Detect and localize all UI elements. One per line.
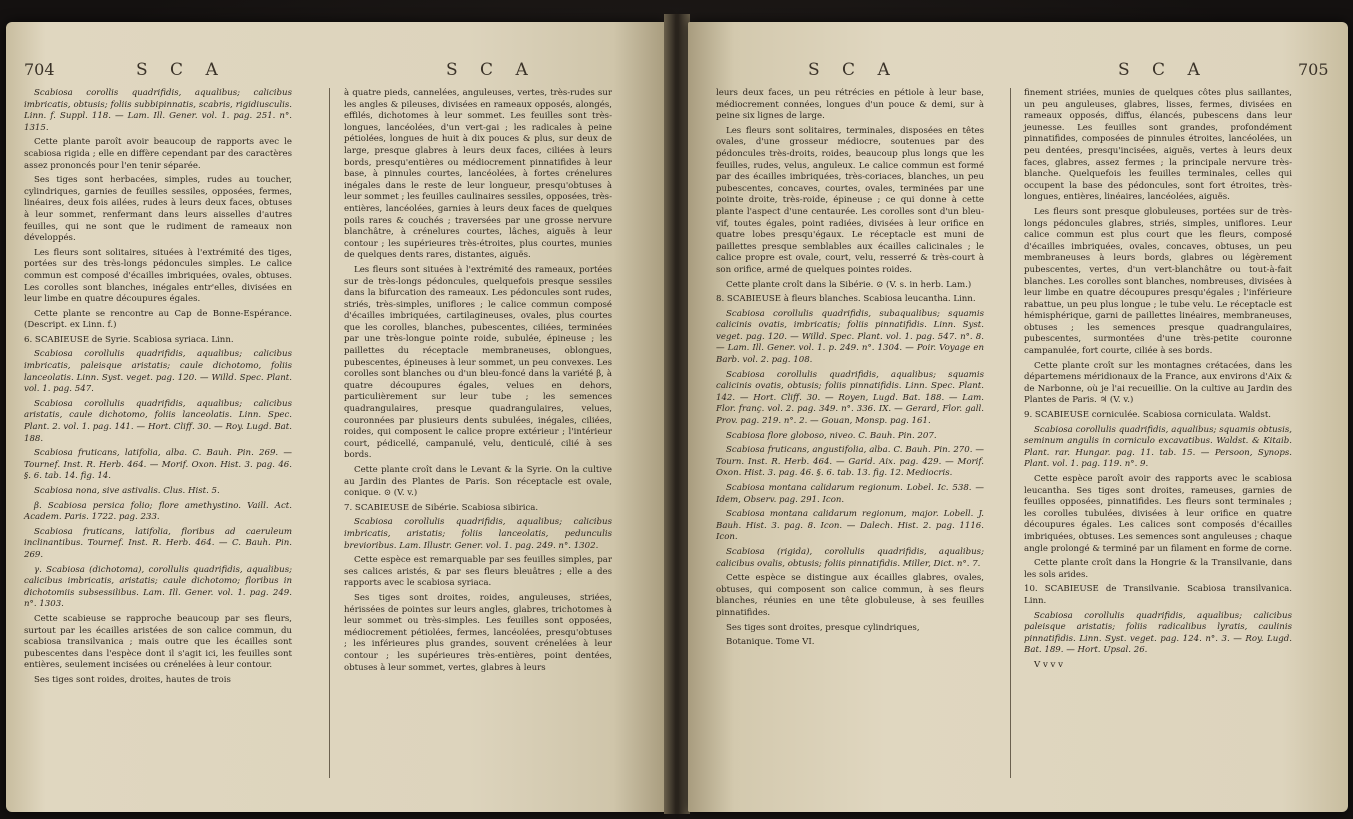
paragraph: Cette plante croît sur les montagnes crétacées, dans les départemens méridionaux de la France, aux environs d'Aix & de Narbonne, où je l'ai recueillie. On la cultive au Jardin des Plantes de Paris. ♃ (V. v.) xyxy=(1024,360,1292,406)
paragraph: Cette plante paroît avoir beaucoup de rapports avec le scabiosa rigida ; elle en diffère cependant par des caractères assez prononcés pour l'en tenir séparée. xyxy=(24,137,292,171)
paragraph: leurs deux faces, un peu rétrécies en pétiole à leur base, médiocrement connées, longues d'un pouce & demi, sur à peine six lignes de large. xyxy=(716,88,984,122)
paragraph: 8. SCABIEUSE à fleurs blanches. Scabiosa leucantha. Linn. xyxy=(716,294,976,305)
left-col1-header: S C A xyxy=(136,60,227,80)
paragraph: Cette scabieuse se rapproche beaucoup par ses fleurs, surtout par les écailles aristées de son calice commun, du scabiosa transilvanica ; mais outre que les écailles sont pubescentes dans l'espèce dont il s'agit ici, les feuilles sont entières, seulement incisées ou crénelées à leur contour. xyxy=(24,613,292,671)
paragraph: Scabiosa corollulis quadrifidis, aqualibus; squamis calicinis ovatis, obtusis; foliis pinnatifidis. Linn. Spec. Plant. 142. — Hort. Cliff. 30. — Royen, Lugd. Bat. 188. — Lam. Flor. franç. vol. 2. pag. 349. n°. 336. IX. — Gerard, Flor. gall. Prov. pag. 219. n°. 2. — Gouan, Monsp. pag. 161. xyxy=(716,369,984,427)
paragraph: Scabiosa corollis quadrifidis, aqualibus; calicibus imbricatis, obtusis; foliis subbipinnatis, scabris, rigidiusculis. Linn. f. Suppl. 118. — Lam. Ill. Gener. vol. 1. pag. 251. n°. 1315. xyxy=(24,88,292,133)
right-running-head xyxy=(688,60,1348,86)
paragraph: Scabiosa nona, sive astivalis. Clus. Hist. 5. xyxy=(34,486,220,496)
right-col1-header: S C A xyxy=(808,60,899,80)
right-column-1 xyxy=(716,88,984,652)
paragraph: Cette espèce se distingue aux écailles glabres, ovales, obtuses, qui composent son calice commun, à ses fleurs blanches, réunies en une tête globuleuse, à ses feuilles pinnatifides. xyxy=(716,573,984,618)
left-running-head xyxy=(6,60,666,86)
paragraph: Scabiosa montana calidarum regionum, major. Lobell. J. Bauh. Hist. 3. pag. 8. Icon. — Dalech. Hist. 2. pag. 1116. Icon. xyxy=(716,509,984,543)
paragraph: Les fleurs sont solitaires, terminales, disposées en têtes ovales, d'une grosseur médiocre, soutenues par des pédoncules très-droits, roides, beaucoup plus longs que les feuilles, rudes, velus, anguleux. Le calice commun est formé par des écailles imbriquées, très-coriaces, blanches, un peu pubescentes, concaves, courtes, ovales, terminées par une pointe droite, très-roide, épineuse ; ce qui donne à cette plante l'aspect d'une centaurée. Les corolles sont d'un bleu-vif, toutes égales, point radiées, divisées à leur orifice en quatre lobes presqu'égaux. Le réceptacle est muni de paillettes presque semblables aux écailles calicinales ; le calice propre est ovale, court, velu, resserré & très-court à son orifice, armé de quelques pointes roides. xyxy=(716,125,984,275)
right-page xyxy=(688,22,1348,812)
paragraph: Ses tiges sont droites, presque cylindriques, xyxy=(726,622,920,633)
left-col2-header: S C A xyxy=(446,60,537,80)
paragraph: Scabiosa corollulis quadrifidis, aqualibus; calicibus aristatis, caule dichotomo, foliis lanceolatis. Linn. Spec. Plant. 2. vol. 1. pag. 141. — Hort. Cliff. 30. — Roy. Lugd. Bat. 188. xyxy=(24,398,292,444)
paragraph: β. Scabiosa persica folio; flore amethystino. Vaill. Act. Academ. Paris. 1722. pag. 233. xyxy=(24,500,292,523)
paragraph: 9. SCABIEUSE corniculée. Scabiosa corniculata. Waldst. xyxy=(1024,410,1272,421)
paragraph: 7. SCABIEUSE de Sibérie. Scabiosa sibirica. xyxy=(344,502,539,513)
paragraph: Cette plante croît dans la Hongrie & la Transilvanie, dans les sols arides. xyxy=(1024,558,1292,580)
paragraph: 6. SCABIEUSE de Syrie. Scabiosa syriaca. Linn. xyxy=(24,334,234,345)
right-column-rule xyxy=(1010,88,1011,778)
paragraph: 10. SCABIEUSE de Transilvanie. Scabiosa transilvanica. Linn. xyxy=(1024,584,1292,606)
paragraph: Scabiosa corollulis quadrifidis, aqualibus; calicibus imbricatis, paleisque aristatis; caule dichotomo, foliis lanceolatis. Linn. Syst. veget. pag. 120. — Willd. Spec. Plant. vol. 1. pag. 547. xyxy=(24,349,292,395)
left-page-number: 704 xyxy=(24,60,55,79)
paragraph: à quatre pieds, cannelées, anguleuses, vertes, très-rudes sur les angles & pileuses, divisées en rameaux opposés, alongés, effilés, dichotomes à leur sommet. Les feuilles sont très-longues, lancéolées, d'un vert-gai ; les radicales à peine pétiolées, longues de huit à dix pouces & plus, sur deux de large, presque glabres à leurs deux faces, ciliées à leurs bords, presqu'entières ou médiocrement pinnatifides à leur base, à pinnules courtes, lancéolées, à fortes crénelures inégales dans le reste de leur longueur, presqu'obtuses à leur sommet ; les feuilles caulinaires sessiles, opposées, très-entières, lancéolées, garnies à leurs deux faces de quelques poils rares & couchés ; traversées par une grosse nervure blanchâtre, à crénelures courtes, lâches, aiguës à leur contour ; les supérieures très-étroites, plus courtes, munies de quelques dents rares, distantes, aiguës. xyxy=(344,88,612,261)
paragraph: Scabiosa (rigida), corollulis quadrifidis, aqualibus; calicibus ovalis, obtusis; foliis pinnatifidis. Miller, Dict. n°. 7. xyxy=(716,546,984,569)
paragraph: Scabiosa montana calidarum regionum. Lobel. Ic. 538. — Idem, Observ. pag. 291. Icon. xyxy=(716,483,984,505)
paragraph: Scabiosa corollulis quadrifidis, subaqualibus; squamis calicinis ovatis, imbricatis; foliis pinnatifidis. Linn. Syst. veget. pag. 120. — Willd. Spec. Plant. vol. 1. pag. 547. n°. 8. — Lam. Ill. Gener. vol. 1. p. 249. n°. 1304. — Poir. Voyage en Barb. vol. 2. pag. 108. xyxy=(716,308,984,366)
paragraph: Scabiosa flore globoso, niveo. C. Bauh. Pin. 207. xyxy=(726,430,937,441)
paragraph: Ses tiges sont herbacées, simples, rudes au toucher, cylindriques, garnies de feuilles sessiles, opposées, fermes, linéaires, deux fois ailées, rudes à leurs deux faces, obtuses à leur sommet, renfermant dans leurs aisselles d'autres feuilles, qui ne sont que le rudiment de rameaux non développés. xyxy=(24,175,292,244)
left-page xyxy=(6,22,666,812)
paragraph: Scabiosa corollulis quadrifidis, aqualibus; squamis obtusis, seminum angulis in corniculo excavatibus. Waldst. & Kitaib. Plant. rar. Hungar. pag. 11. tab. 15. — Persoon, Synops. Plant. vol. 1. pag. 119. n°. 9. xyxy=(1024,424,1292,470)
paragraph: γ. Scabiosa (dichotoma), corollulis quadrifidis, aqualibus; calicibus imbricatis, aristatis; caule dichotomo; floribus in dichotomiis subsessilibus. Lam. Ill. Gener. vol. 1. pag. 249. n°. 1303. xyxy=(24,564,292,610)
left-column-1 xyxy=(24,88,292,690)
paragraph: Cette plante croît dans la Sibérie. ⊙ (V. s. in herb. Lam.) xyxy=(726,279,972,290)
paragraph: Cette espèce paroît avoir des rapports avec le scabiosa leucantha. Ses tiges sont droites, rameuses, garnies de feuilles opposées, pinnatifides. Les fleurs sont terminales ; les corolles tubulées, divisées à leur orifice en quatre découpures égales. Les calices sont composés d'écailles imbriquées, obtuses. Les semences sont anguleuses ; chaque angle prolongé & terminé par un filament en forme de corne. xyxy=(1024,474,1292,554)
paragraph: Cette plante se rencontre au Cap de Bonne-Espérance. (Descript. ex Linn. f.) xyxy=(24,308,292,331)
paragraph: Cette espèce est remarquable par ses feuilles simples, par ses calices aristés, & par ses fleurs bleuâtres ; elle a des rapports avec le scabiosa syriaca. xyxy=(344,555,612,589)
paragraph: Cette plante croît dans le Levant & la Syrie. On la cultive au Jardin des Plantes de Paris. Son réceptacle est ovale, conique. ⊙ (V. v.) xyxy=(344,465,612,499)
left-column-rule xyxy=(329,88,330,778)
paragraph: Les fleurs sont situées à l'extrémité des rameaux, portées sur de très-longs pédoncules, quelquefois presque sessiles dans la bifurcation des rameaux. Les pédoncules sont rudes, striés, très-simples, uniflores ; le calice commun composé d'écailles imbriquées, cartilagineuses, ovales, plus courtes que les corolles, blanches, pubescentes, ciliées, terminées par une très-longue pointe roide, subulée, épineuse ; les paillettes du réceptacle membraneuses, oblongues, pubescentes, épineuses à leur sommet, un peu convexes. Les corolles sont blanches ou d'un bleu-foncé dans la variété β, à quatre découpures égales, velues en dehors, particulièrement sur leur tube ; les semences quadrangulaires, presque quadrangulaires, velues, couronnées par plusieurs dents subulées, inégales, ciliées, roides, qui composent le calice propre extérieur ; l'intérieur court, pédicellé, campanulé, velu, denticulé, cilié à ses bords. xyxy=(344,264,612,461)
paragraph: Ses tiges sont roides, droites, hautes de trois xyxy=(34,674,231,685)
paragraph: Scabiosa corollulis quadrifidis, aqualibus; calicibus imbricatis, aristatis; foliis lanceolatis, pedunculis brevioribus. Lam. Illustr. Gener. vol. 1. pag. 249. n°. 1302. xyxy=(344,517,612,551)
paragraph: finement striées, munies de quelques côtes plus saillantes, un peu anguleuses, glabres, lisses, fermes, divisées en rameaux opposés, diffus, élancés, pubescens dans leur jeunesse. Les feuilles sont grandes, profondément pinnatifides, composées de pinnules étroites, lancéolées, un peu dentées, presqu'incisées, aiguës, vertes à leurs deux faces, glabres, assez fermes ; la principale nervure très-blanche. Quelquefois les feuilles terminales, celles qui occupent la base des pédoncules, sont fort étroites, très-longues, entières, linéaires, lancéolées, aiguës. xyxy=(1024,88,1292,203)
right-column-2 xyxy=(1024,88,1292,675)
paragraph: Les fleurs sont presque globuleuses, portées sur de très-longs pédoncules glabres, striés, simples, uniflores. Leur calice commun est plus court que les fleurs, composé d'écailles imbriquées, ovales, concaves, obtuses, un peu membraneuses à leurs bords, glabres ou légèrement pubescentes, vertes, d'un vert-blanchâtre ou tout-à-fait blanches. Les corolles sont blanches, nombreuses, divisées à leur limbe en quatre découpures presqu'égales ; l'inférieure rabattue, un peu plus longue ; le tube velu. Le réceptacle est hémisphérique, garni de paillettes linéaires, membraneuses, obtuses ; les semences presque quadrangulaires, pubescentes, surmontées d'une très-petite couronne campanulée, fort courte, ciliée à ses bords. xyxy=(1024,206,1292,357)
page-footer-text: V v v v xyxy=(1034,659,1063,670)
paragraph: Scabiosa corollulis quadrifidis, aqualibus; calicibus paleisque aristatis; foliis radicalibus lyratis, caulinis pinnatifidis. Linn. Syst. veget. pag. 124. n°. 3. — Roy. Lugd. Bat. 189. — Hort. Upsal. 26. xyxy=(1024,610,1292,656)
paragraph: Ses tiges sont droites, roides, anguleuses, striées, hérissées de pointes sur leurs angles, glabres, trichotomes à leur sommet ou très-simples. Les feuilles sont opposées, médiocrement pétiolées, fermes, lancéolées, presqu'obtuses ; les inférieures plus grandes, souvent crénelées à leur contour ; les supérieures très-entières, point dentées, obtuses à leur sommet, vertes, glabres à leurs xyxy=(344,592,612,673)
paragraph: Scabiosa fruticans, latifolia, floribus ad caeruleum inclinantibus. Tournef. Inst. R. Herb. 464. — C. Bauh. Pin. 269. xyxy=(24,526,292,560)
paragraph: Les fleurs sont solitaires, situées à l'extrémité des tiges, portées sur des très-longs pédoncules simples. Le calice commun est composé d'écailles imbriquées, ovales, obtuses. Les corolles sont blanches, inégales entr'elles, divisées en leur limbe en quatre découpures égales. xyxy=(24,247,292,305)
right-page-number: 705 xyxy=(1298,60,1329,79)
right-col2-header: S C A xyxy=(1118,60,1209,80)
left-column-2 xyxy=(344,88,612,677)
book-gutter xyxy=(664,14,690,814)
paragraph: Scabiosa fruticans, angustifolia, alba. C. Bauh. Pin. 270. — Tourn. Inst. R. Herb. 464. — Garid. Aix. pag. 429. — Morif. Oxon. Hist. 3. pag. 46. §. 6. tab. 13. fig. 12. Mediocris. xyxy=(716,445,984,479)
paragraph: Scabiosa fruticans, latifolia, alba. C. Bauh. Pin. 269. — Tournef. Inst. R. Herb. 464. — Morif. Oxon. Hist. 3. pag. 46. §. 6. tab. 14. fig. 14. xyxy=(24,448,292,482)
page-footer-text: Botanique. Tome VI. xyxy=(726,637,815,648)
